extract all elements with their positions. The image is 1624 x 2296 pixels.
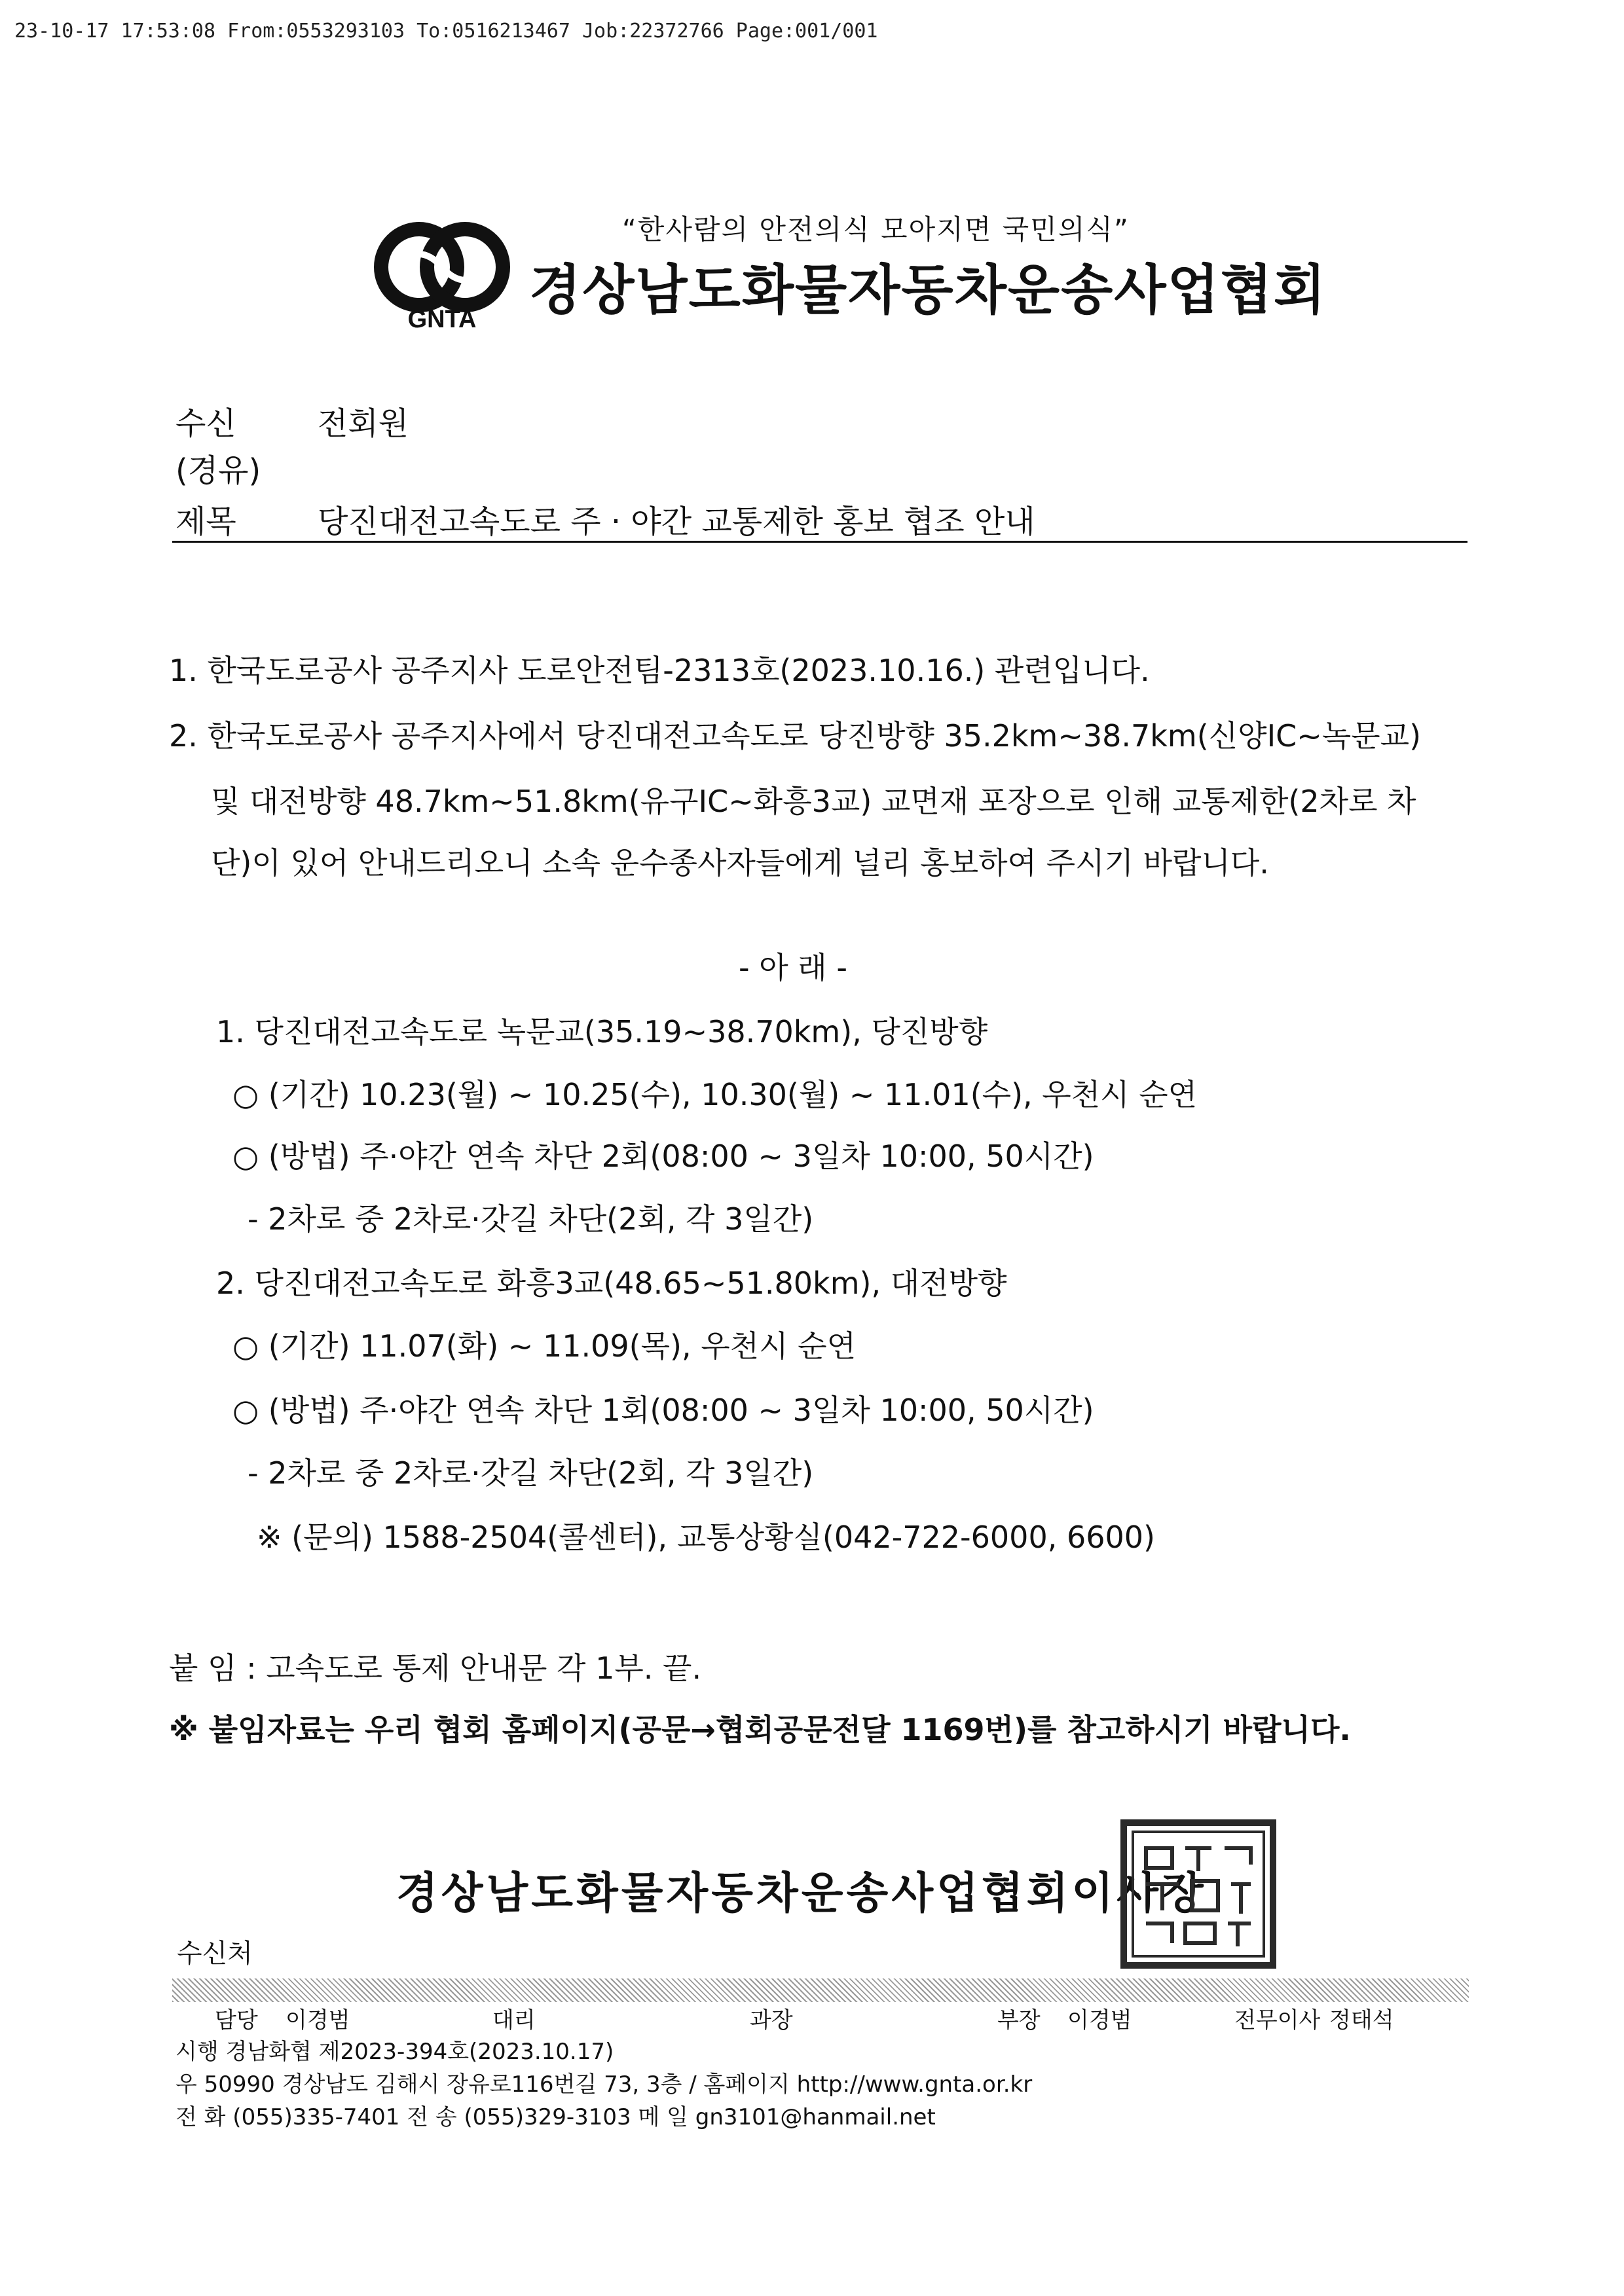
signature-title: 경상남도화물자동차운송사업협회이사장 — [396, 1868, 1207, 1918]
manager-label: 과장 — [750, 2007, 793, 2033]
section-2-detail: - 2차로 중 2차로·갓길 차단(2회, 각 3일간) — [248, 1455, 814, 1491]
para-2-line-1: 2. 한국도로공사 공주지사에서 당진대전고속도로 당진방향 35.2km~38.7km(신양IC~녹문교) — [169, 718, 1422, 754]
attachment: 붙 임 : 고속도로 통제 안내문 각 1부. 끝. — [169, 1650, 702, 1686]
section-1-method: ○ (방법) 주·야간 연속 차단 2회(08:00 ~ 3일차 10:00, 50시간) — [232, 1139, 1094, 1174]
section-2-period: ○ (기간) 11.07(화) ~ 11.09(목), 우천시 순연 — [232, 1328, 857, 1364]
deputy-label: 대리 — [492, 2007, 536, 2033]
logo-text: GNTA — [407, 306, 477, 333]
header-divider — [172, 541, 1467, 543]
para-2-line-2: 및 대전방향 48.7km~51.8km(유구IC~화흥3교) 교면재 포장으로 인해 교통제한(2차로 차 — [211, 784, 1416, 819]
section-1-title: 1. 당진대전고속도로 녹문교(35.19~38.70km), 당진방향 — [216, 1014, 988, 1049]
attachment-note: ※ 붙임자료는 우리 협회 홈페이지(공문→협회공문전달 1169번)를 참고하시기 바랍니다. — [169, 1712, 1351, 1747]
exec-label: 전무이사 — [1234, 2007, 1321, 2033]
org-name: 경상남도화물자동차운송사업협회 — [529, 259, 1327, 321]
para-2-line-3: 단)이 있어 안내드리오니 소속 운수종사자들에게 널리 홍보하여 주시기 바랍니다. — [211, 845, 1269, 881]
enforcement-number: 시행 경남화협 제2023-394호(2023.10.17) — [175, 2039, 614, 2065]
exec-name: 정태석 — [1329, 2007, 1394, 2033]
official-seal-icon — [1120, 1819, 1277, 1969]
gnta-logo-icon — [367, 221, 517, 333]
section-2-title: 2. 당진대전고속도로 화흥3교(48.65~51.80km), 대전방향 — [216, 1266, 1007, 1301]
below-title: - 아 래 - — [739, 950, 847, 985]
staff-name: 이경범 — [286, 2007, 350, 2033]
subject-label: 제목 — [175, 503, 236, 540]
subject-value: 당진대전고속도로 주 · 야간 교통제한 홍보 협조 안내 — [318, 503, 1035, 540]
via-label: (경유) — [175, 452, 261, 489]
section-2-method: ○ (방법) 주·야간 연속 차단 1회(08:00 ~ 3일차 10:00, 50시간) — [232, 1393, 1094, 1428]
dept-head-name: 이경범 — [1067, 2007, 1132, 2033]
section-1-period: ○ (기간) 10.23(월) ~ 10.25(수), 10.30(월) ~ 11.01(수), 우천시 순연 — [232, 1077, 1198, 1112]
recipient-value: 전회원 — [318, 405, 409, 442]
contact-line: 전 화 (055)335-7401 전 송 (055)329-3103 메 일 gn3101@hanmail.net — [175, 2104, 936, 2130]
para-1: 1. 한국도로공사 공주지사 도로안전팀-2313호(2023.10.16.) 관련입니다. — [169, 653, 1150, 688]
section-1-detail: - 2차로 중 2차로·갓길 차단(2회, 각 3일간) — [248, 1201, 814, 1237]
recipient-label: 수신 — [175, 405, 236, 442]
staff-label: 담당 — [215, 2007, 258, 2033]
contact-note: ※ (문의) 1588-2504(콜센터), 교통상황실(042-722-6000, 6600) — [257, 1520, 1155, 1555]
footer-hatch-divider — [172, 1978, 1469, 2002]
dept-head-label: 부장 — [997, 2007, 1041, 2033]
slogan: “한사람의 안전의식 모아지면 국민의식” — [622, 213, 1130, 246]
fax-header: 23-10-17 17:53:08 From:0553293103 To:0516213467 Job:22372766 Page:001/001 — [14, 20, 878, 43]
address-line: 우 50990 경상남도 김해시 장유로116번길 73, 3층 / 홈페이지 http://www.gnta.or.kr — [175, 2071, 1033, 2098]
recipient-list-label: 수신처 — [177, 1939, 253, 1969]
